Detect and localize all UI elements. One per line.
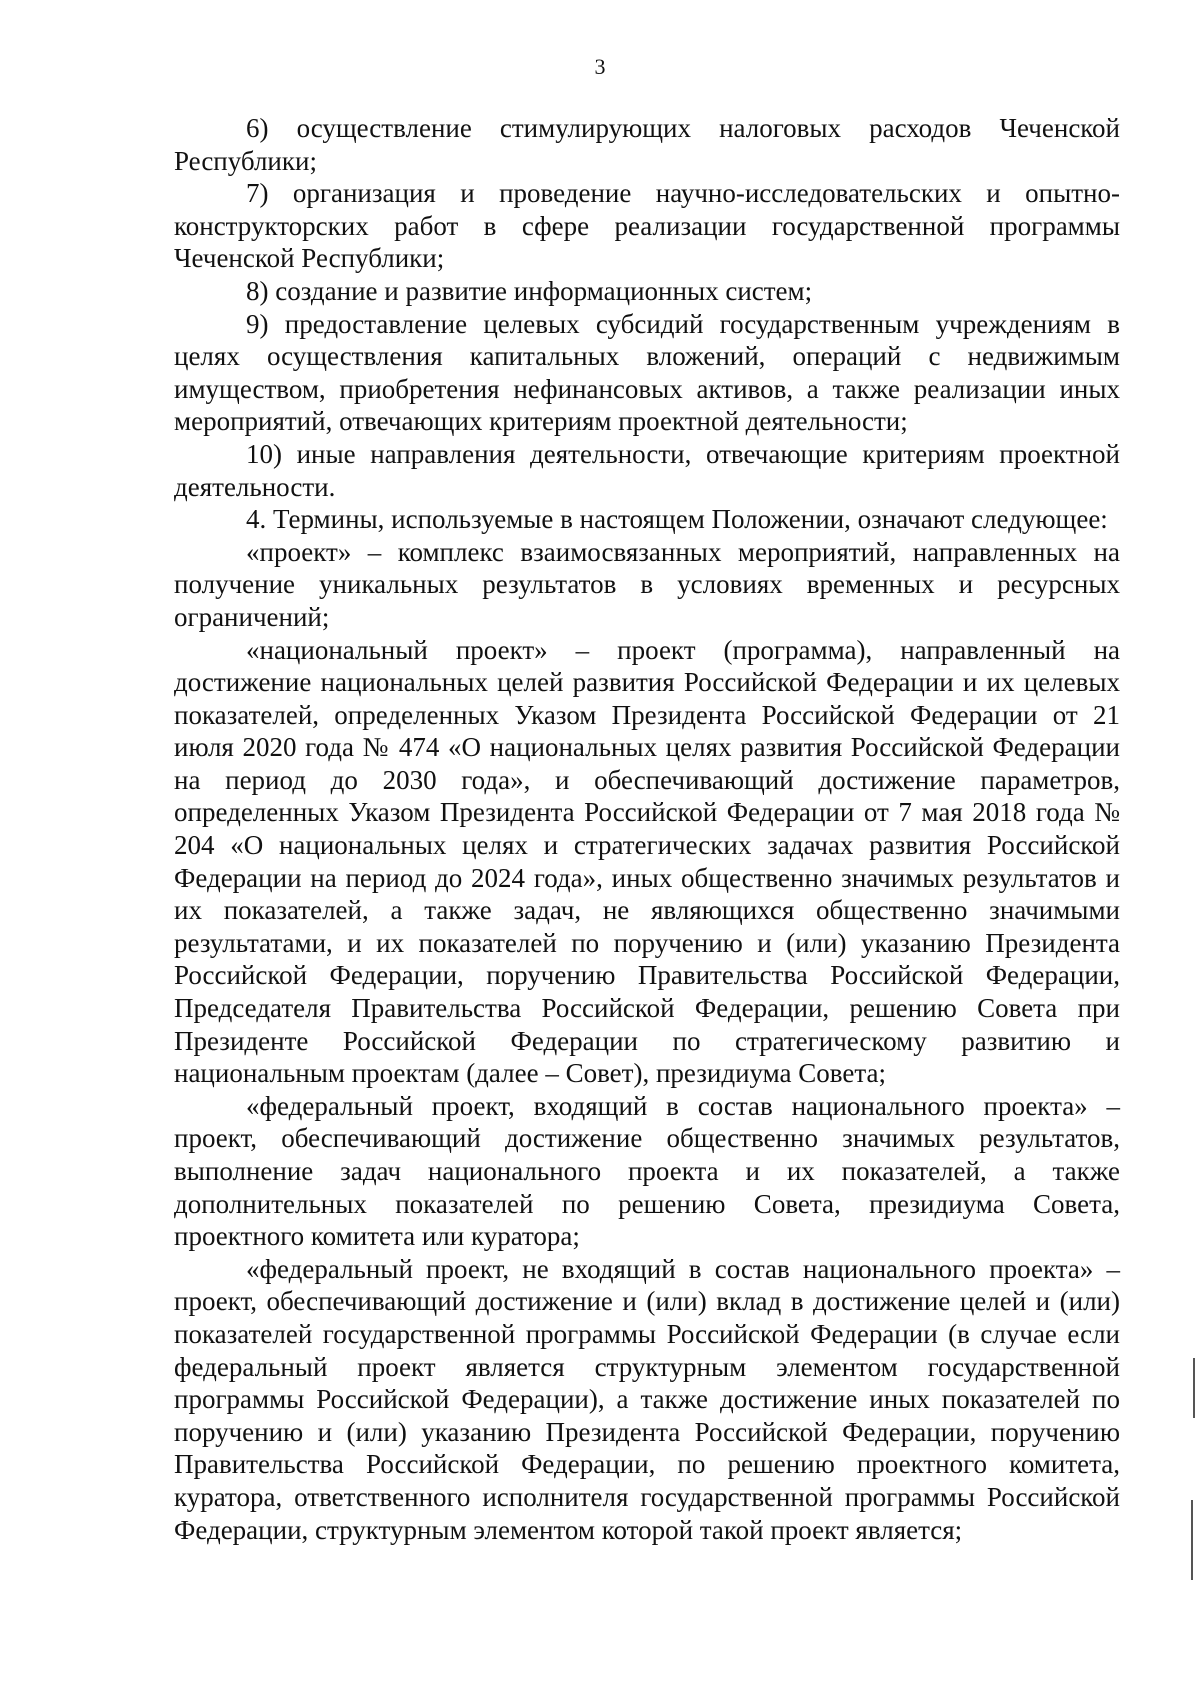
paragraph-term-federal-project-in-national: «федеральный проект, входящий в состав национального проекта» – проект, обеспечивающий достижение общественно значимых результатов, выполнение задач национального проекта и их показателей, а также дополнительных показателей по решению Совета, президиума Совета, проектного комитета или куратора; [174, 1090, 1120, 1252]
paragraph-item-6: 6) осуществление стимулирующих налоговых расходов Чеченской Республики; [174, 113, 1120, 176]
paragraph-term-federal-project-not-in-national: «федеральный проект, не входящий в состав национального проекта» – проект, обеспечивающий достижение и (или) вклад в достижение целей и (или) показателей государственной программы Российской Федерации (в случае если федеральный проект является структурным элементом государственной программы Российской Федерации), а также достижение иных показателей по поручению и (или) указанию Президента Российской Федерации, поручению Правительства Российской Федерации, по решению проектного комитета, куратора, ответственного исполнителя государственной программы Российской Федерации, структурным элементом которой такой проект является; [174, 1253, 1120, 1545]
paragraph-item-9: 9) предоставление целевых субсидий государственным учреждениям в целях осуществления капитальных вложений, операций с недвижимым имуществом, приобретения нефинансовых активов, а также реализации иных мероприятий, отвечающих критериям проектной деятельности; [174, 308, 1120, 437]
scan-edge-mark [1191, 1500, 1193, 1580]
document-body [174, 112, 1120, 1546]
paragraph-item-7: 7) организация и проведение научно-исследовательских и опытно-конструкторских работ в сфере реализации государственной программы Чеченской Республики; [174, 178, 1120, 274]
page-number: 3 [594, 54, 606, 79]
scan-edge-mark [1193, 1358, 1195, 1418]
paragraph-section-4-intro: 4. Термины, используемые в настоящем Положении, означают следующее: [246, 504, 1108, 535]
paragraph-term-project: «проект» – комплекс взаимосвязанных мероприятий, направленных на получение уникальных результатов в условиях временных и ресурсных ограничений; [174, 536, 1120, 632]
paragraph-term-national-project: «национальный проект» – проект (программа), направленный на достижение национальных целей развития Российской Федерации и их целевых показателей, определенных Указом Президента Российской Федерации от 21 июля 2020 года № 474 «О национальных целях развития Российской Федерации на период до 2030 года», и обеспечивающий достижение параметров, определенных Указом Президента Российской Федерации от 7 мая 2018 года № 204 «О национальных целях и стратегических задачах развития Российской Федерации на период до 2024 года», иных общественно значимых результатов и их показателей, а также задач, не являющихся общественно значимыми результатами, и их показателей по поручению и (или) указанию Президента Российской Федерации, поручению Правительства Российской Федерации, Председателя Правительства Российской Федерации, решению Совета при Президенте Российской Федерации по стратегическому развитию и национальным проектам (далее – Совет), президиума Совета; [174, 634, 1120, 1089]
paragraph-item-8: 8) создание и развитие информационных систем; [246, 275, 813, 306]
paragraph-item-10: 10) иные направления деятельности, отвечающие критериям проектной деятельности. [174, 438, 1120, 502]
